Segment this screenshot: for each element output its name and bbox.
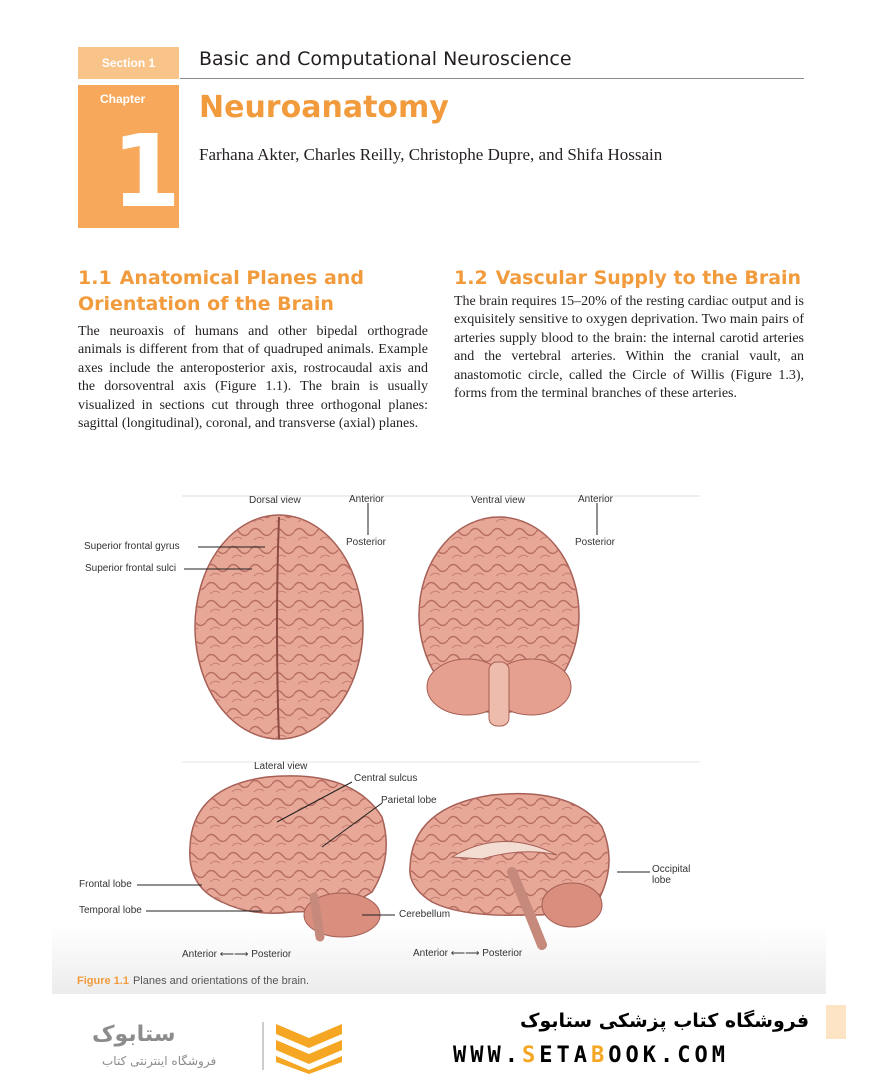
brand-subtitle: فروشگاه اینترنتی کتاب	[102, 1054, 217, 1068]
chapter-label: Chapter	[100, 92, 146, 106]
ventral-brain-image	[419, 517, 579, 726]
section-body: The neuroaxis of humans and other bipedal orthograde animals is different from that of quadruped animals. Example axes include the anteroposterior axis, rostrocaudal axis and the dorsoventral axis (Figure 1.1). The brain is usually visualized in sections cut through three orthogonal planes: sagittal (longitudinal), coronal, and transverse (axial) planes.	[78, 324, 428, 432]
anterior-posterior-axis: Anterior ⟵⟶ Posterior	[182, 949, 292, 960]
figure-caption-label: Figure 1.1	[77, 975, 129, 987]
superior-frontal-gyrus-label: Superior frontal gyrus	[84, 541, 180, 552]
frontal-lobe-label: Frontal lobe	[79, 879, 132, 890]
section-1-1	[78, 265, 428, 433]
medial-brain-image	[410, 794, 609, 945]
chapter-title: Neuroanatomy	[199, 90, 449, 125]
anterior-label: Anterior	[349, 494, 385, 505]
chapter-authors: Farhana Akter, Charles Reilly, Christophe Dupre, and Shifa Hossain	[199, 145, 663, 164]
figure-1-1	[52, 487, 826, 994]
section-title: Basic and Computational Neuroscience	[199, 48, 572, 70]
posterior-label: Posterior	[575, 537, 616, 548]
chapter-number: 1	[111, 113, 181, 230]
section-label: Section 1	[78, 47, 179, 79]
dorsal-brain-image	[195, 515, 363, 739]
setabook-logo-icon	[272, 1018, 346, 1074]
section-heading-text: Anatomical Planes and Orientation of the Brain	[78, 267, 364, 315]
lateral-brain-image	[190, 776, 386, 937]
section-1-2	[454, 265, 804, 403]
section-heading	[454, 265, 804, 291]
temporal-lobe-label: Temporal lobe	[79, 905, 142, 916]
section-body: The brain requires 15–20% of the resting cardiac output and is exquisitely sensitive to oxygen deprivation. Two main pairs of arteries supply blood to the brain: the internal carotid arteries and the vertebral arteries. Within the cranial vault, an anastomotic circle, called the Circle of Willis (Figure 1.3), forms from the terminal branches of these arteries.	[454, 294, 804, 402]
section-heading-text: Vascular Supply to the Brain	[495, 267, 802, 289]
section-heading	[78, 265, 428, 317]
occipital-lobe-label: Occipital lobe	[652, 864, 691, 886]
store-url: WWW.SETABOOK.COM	[453, 1043, 729, 1068]
central-sulcus-label: Central sulcus	[354, 773, 418, 784]
posterior-label: Posterior	[346, 537, 387, 548]
anterior-posterior-axis: Anterior ⟵⟶ Posterior	[413, 948, 523, 959]
ventral-view-label: Ventral view	[471, 495, 525, 506]
superior-frontal-sulci-label: Superior frontal sulci	[85, 563, 177, 574]
chapter-box	[78, 85, 179, 228]
brand-logo-text: ستابوک	[92, 1022, 176, 1047]
logo-divider	[262, 1022, 264, 1070]
lateral-view-label: Lateral view	[254, 761, 308, 772]
page-edge-tab	[826, 1005, 846, 1039]
parietal-lobe-label: Parietal lobe	[381, 795, 437, 806]
figure-caption-text: Planes and orientations of the brain.	[132, 975, 310, 987]
figure-caption	[77, 975, 309, 987]
cerebellum-label: Cerebellum	[399, 909, 451, 920]
header-rule	[180, 78, 804, 79]
brain-illustrations	[52, 487, 826, 967]
anterior-label: Anterior	[578, 494, 614, 505]
dorsal-view-label: Dorsal view	[249, 495, 301, 506]
section-number: 1.1	[78, 267, 112, 289]
store-name: فروشگاه کتاب پزشکی ستابوک	[520, 1010, 810, 1032]
section-number: 1.2	[454, 267, 488, 289]
